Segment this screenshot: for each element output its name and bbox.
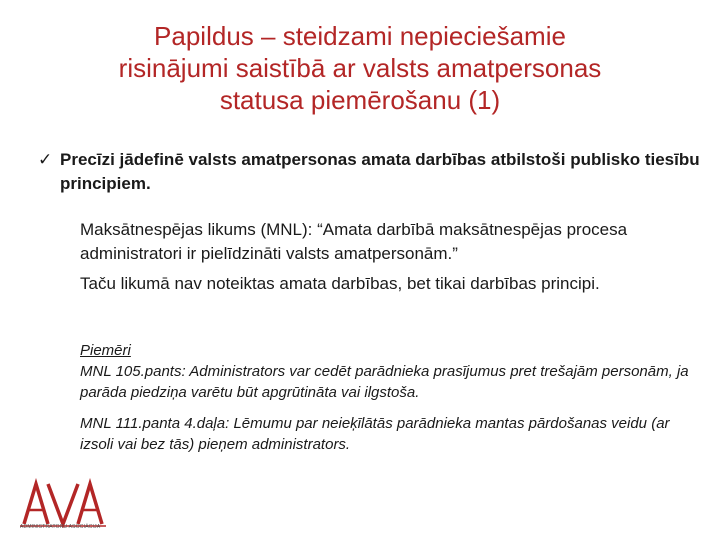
paragraph-principles: Taču likumā nav noteiktas amata darbības, bet tikai darbības principi. xyxy=(80,274,600,293)
example-item: MNL 111.panta 4.daļa: Lēmumu par neieķīlātās parādnieka mantas pārdošanas veidu (ar izsoli vai bez tās) pieņem administrators. xyxy=(80,415,670,453)
checkmark-icon: ✓ xyxy=(38,150,53,169)
title-line-3: statusa piemērošanu (1) xyxy=(219,85,501,115)
bullet-point xyxy=(38,148,700,196)
association-logo-icon xyxy=(20,478,106,528)
example-item: MNL 105.pants: Administrators var cedēt parādnieka prasījumus pret trešajām personām, ja parāda piedziņa varētu būt apgrūtināta vai ilgstoša. xyxy=(80,363,689,401)
title-line-2: risinājumi saistībā ar valsts amatpersonas xyxy=(118,53,602,83)
examples-block xyxy=(80,340,700,455)
slide-title xyxy=(40,20,680,116)
logo-caption: ADMINISTRATORU ASOCIĀCIJA xyxy=(20,524,101,530)
examples-heading: Piemēri xyxy=(80,342,131,359)
paragraph-mnl-quote: Maksātnespējas likums (MNL): “Amata darbībā maksātnespējas procesa administratori ir pielīdzināti valsts amatpersonām.” xyxy=(80,220,628,263)
bullet-text: Precīzi jādefinē valsts amatpersonas amata darbības atbilstoši publisko tiesību principiem. xyxy=(60,150,700,193)
title-line-1: Papildus – steidzami nepieciešamie xyxy=(154,21,566,51)
